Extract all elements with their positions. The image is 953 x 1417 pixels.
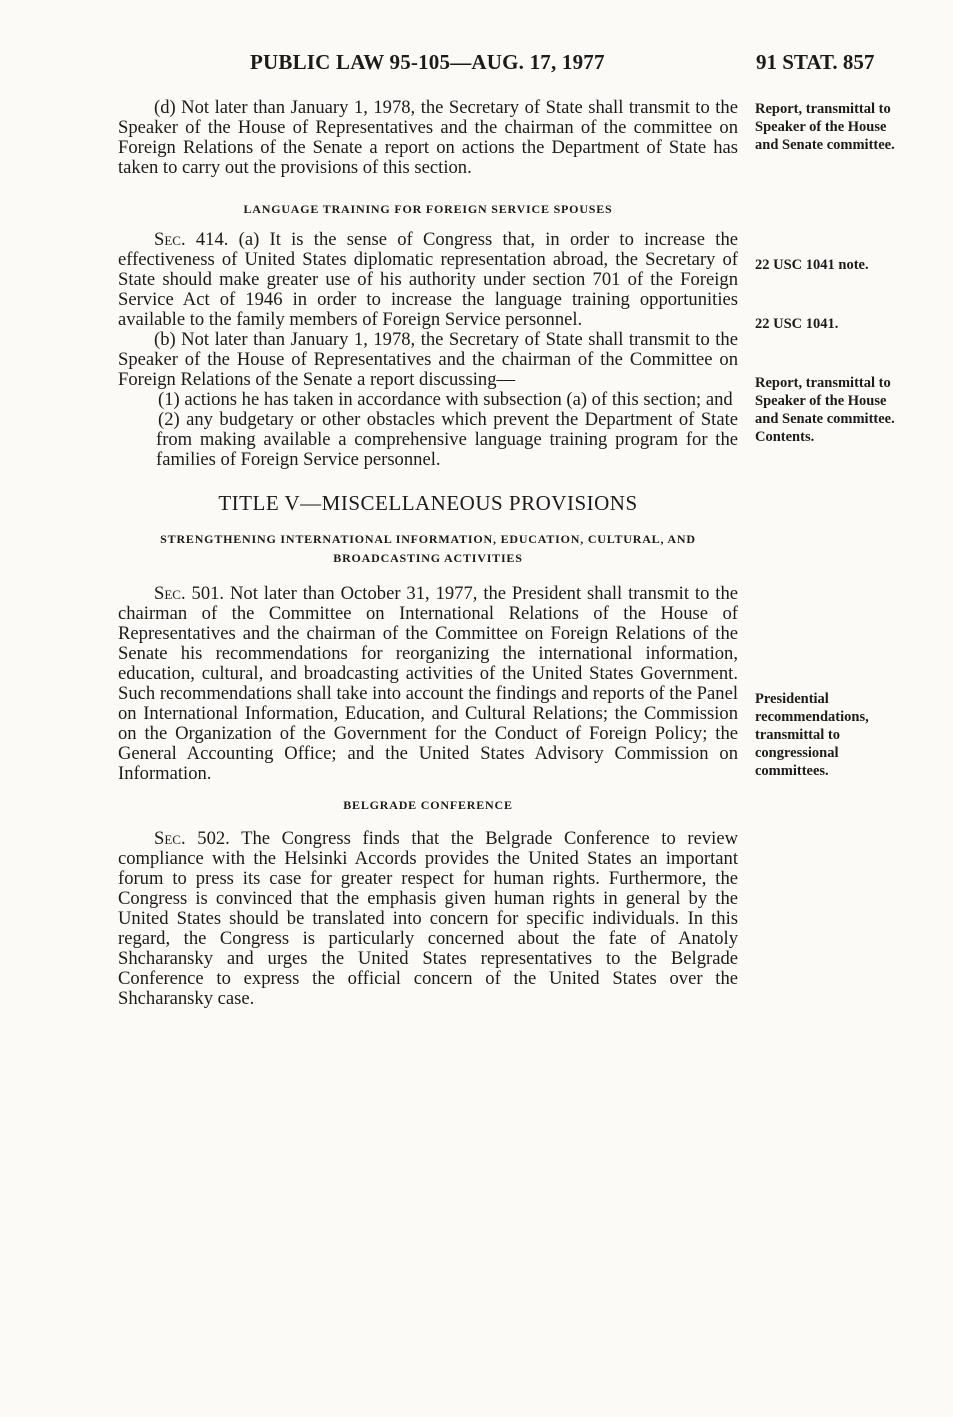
margin-note-usc-note: 22 USC 1041 note.: [755, 257, 869, 273]
section-414-text: 414. (a) It is the sense of Congress that, in order to increase the effectiveness of United States diplomatic representation abroad, the Secretary of State should make greater use of his authority under section 701 of the Foreign Service Act of 1946 in order to increase the language training opportunities available to the family members of Foreign Service personnel.: [118, 229, 738, 330]
margin-note-report-contents: Report, transmittal to Speaker of the House and Senate committee. Contents.: [755, 375, 895, 445]
section-502-text: 502. The Congress finds that the Belgrade Conference to review compliance with the Helsinki Accords provides the United States an important forum to press its case for greater respect for human rights. Furthermore, the Congress is convinced that the emphasis given human rights in general by the United States should be translated into concern for specific individuals. In this regard, the Congress is particularly concerned about the fate of Anatoly Shcharansky and urges the United States representatives to the Belgrade Conference to express the official concern of the United States over the Shcharansky case.: [118, 828, 738, 1009]
running-header: PUBLIC LAW 95-105—AUG. 17, 1977: [250, 50, 605, 74]
section-502: [118, 829, 738, 1009]
margin-note-report-transmittal: Report, transmittal to Speaker of the House and Senate committee.: [755, 101, 895, 153]
paragraph-b: (b) Not later than January 1, 1978, the Secretary of State shall transmit to the Speaker of the House of Representatives and the chairman of the Committee on Foreign Relations of the Senate a report discussing—: [118, 329, 738, 390]
section-label: Sec.: [154, 229, 186, 250]
margin-note-presidential: Presidential recommendations, transmittal to congressional committees.: [755, 691, 869, 779]
section-heading-strengthening: STRENGTHENING INTERNATIONAL INFORMATION, EDUCATION, CULTURAL, AND BROADCASTING ACTIVITIES: [160, 532, 696, 565]
section-501: [118, 584, 738, 784]
list-item: (1) actions he has taken in accordance with subsection (a) of this section; and: [158, 389, 733, 410]
list-item: (2) any budgetary or other obstacles which prevent the Department of State from making available a comprehensive language training program for the families of Foreign Service personnel.: [156, 409, 738, 470]
section-414-a: [118, 230, 738, 330]
main-text: [118, 98, 738, 1009]
section-label: Sec.: [154, 583, 186, 604]
section-heading-language-training: LANGUAGE TRAINING FOR FOREIGN SERVICE SPOUSES: [243, 202, 613, 216]
margin-note-usc: 22 USC 1041.: [755, 316, 839, 332]
section-501-text: 501. Not later than October 31, 1977, the President shall transmit to the chairman of the Committee on International Relations of the House of Representatives and the chairman of the Committee on Foreign Relations of the Senate his recommendations for reorganizing the international information, education, cultural, and broadcasting activities of the United States Government. Such recommendations shall take into account the findings and reports of the Panel on International Information, Education, and Cultural Relations; the Commission on the Organization of the Government for the Conduct of Foreign Policy; the General Accounting Office; and the United States Advisory Commission on Information.: [118, 583, 738, 784]
statute-page-number: 91 STAT. 857: [756, 50, 875, 74]
section-label: Sec.: [154, 828, 186, 849]
enumerated-list: [118, 390, 738, 470]
section-heading-belgrade: BELGRADE CONFERENCE: [343, 798, 513, 812]
title-heading: TITLE V—MISCELLANEOUS PROVISIONS: [218, 491, 638, 515]
paragraph-d: (d) Not later than January 1, 1978, the Secretary of State shall transmit to the Speaker of the House of Representatives and the chairman of the committee on Foreign Relations of the Senate a report on actions the Department of State has taken to carry out the provisions of this section.: [118, 97, 738, 178]
